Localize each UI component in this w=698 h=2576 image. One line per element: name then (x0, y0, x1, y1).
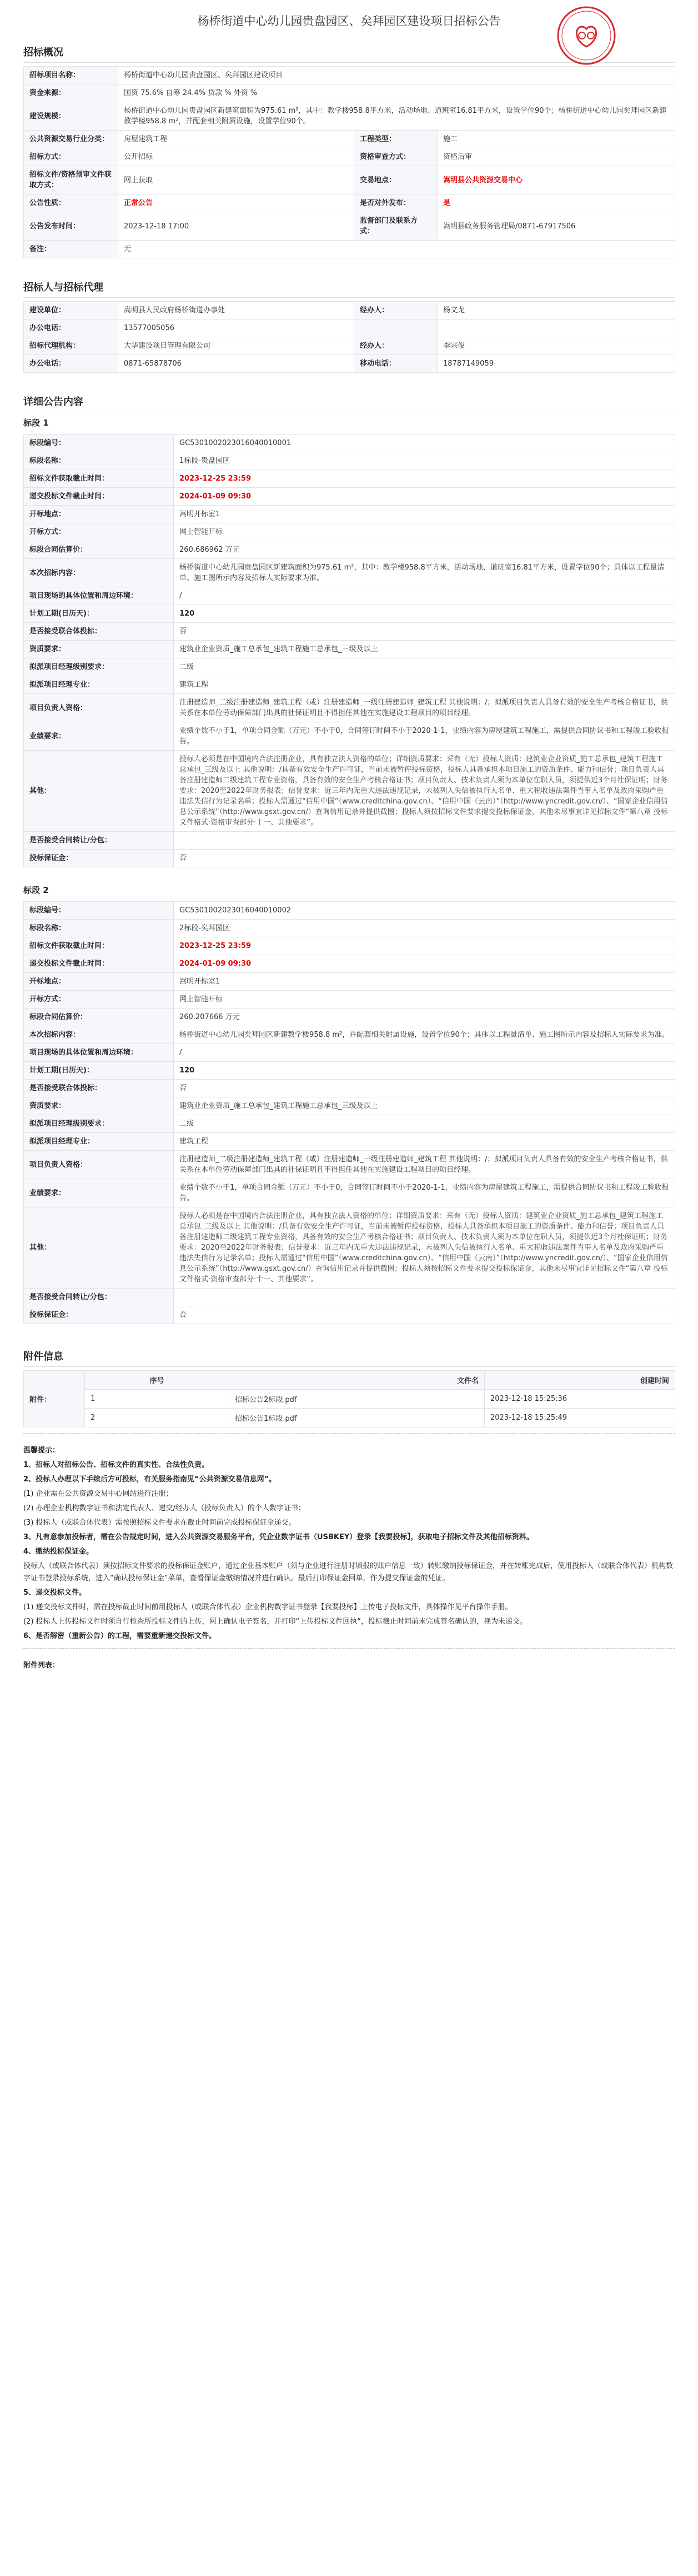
notice-line: 6、是否解密（重新公告）的工程，需要重新递交投标文件。 (23, 1632, 217, 1640)
field-label: 其他： (24, 1207, 174, 1289)
attachments-label: 附件： (24, 1371, 85, 1427)
lot-table (23, 434, 675, 867)
field-value: 是 (438, 194, 675, 212)
lot-row (24, 1062, 675, 1080)
field-value: 公开招标 (118, 148, 354, 166)
field-value: 120 (174, 1062, 675, 1080)
field-value: 注册建造师_二级注册建造师_建筑工程（或）注册建造师_一级注册建造师_建筑工程 其他说明：/；拟派项目负责人具备有效的安全生产考核合格证书，供关系在本单位劳动保障部门出具的社保证明且不得担任其他在实施建设工程项目的项目经理。 (174, 1151, 675, 1179)
lot-row (24, 641, 675, 658)
attachment-created: 2023-12-18 15:25:36 (485, 1390, 675, 1409)
field-label: 经办人： (354, 302, 438, 319)
field-label: 开标地点： (24, 506, 174, 523)
col-header-filename: 文件名 (229, 1371, 485, 1390)
field-value: 嵩明县人民政府杨桥街道办事处 (118, 302, 354, 319)
field-value: 资格后审 (438, 148, 675, 166)
field-label: 公共资源交易行业分类： (24, 131, 118, 148)
overview-row (24, 67, 675, 84)
overview-table (23, 66, 675, 258)
field-value: 嵩明开标室1 (174, 973, 675, 991)
field-label: 招标文件获取截止时间： (24, 937, 174, 955)
overview-heading: 招标概况 (23, 47, 63, 58)
attachment-no: 2 (85, 1409, 229, 1427)
notice-line: (1) 递交投标文件时，需在投标截止时间前用投标人（或联合体代表）企业机构数字证书登录【我要投标】上传电子投标文件，具体操作见平台操作手册。 (23, 1603, 513, 1611)
attachment-file-link[interactable]: 招标公告1标段.pdf (229, 1409, 485, 1427)
divider (23, 1648, 675, 1649)
attachments-table (23, 1370, 675, 1427)
field-value: 投标人必须是在中国境内合法注册企业，具有独立法人资格的单位；详细资质要求：采有（无）投标人资质：建筑业企业资质_施工总承包_建筑工程施工总承包_三级及以上 其他说明：/具备有效安全生产许可证，当前未被暂停投标资格，投标人具备承担本项目施工的资质条件、能力和信誉；项目负责人具备注册建造师二级建筑工程专业资格，具备有效的安全生产考核合格证书；项目负责人、技术负责人须为本单位在职人员，须提供近3个月社保证明；财务要求：2020至2022年财务报表；信誉要求：近三年内无重大违法违规记录，未被列入失信被执行人名单、重大税收违法案件当事人名单及政府采购严重违法失信行为记录名单；投标人需通过“信用中国”（www.creditchina.gov.cn）、“信用中国（云南）”（http://www.yncredit.gov.cn/）、“国家企业信用信息公示系统”（http://www.gsxt.gov.cn/）查询信用记录并提供截图；投标人须按招标文件要求提交投标保证金，其他未尽事宜详见招标文件“第八章 投标文件格式·资格审查部分·十一、其他要求”。 (174, 751, 675, 832)
field-label: 递交投标文件截止时间： (24, 955, 174, 973)
field-label: 本次招标内容： (24, 1026, 174, 1044)
divider (23, 297, 675, 298)
agency-row (24, 302, 675, 319)
field-value: 杨桥街道中心幼儿园贵盘园区、矣拜园区建设项目 (118, 67, 675, 84)
field-value: 260.207666 万元 (174, 1009, 675, 1026)
field-label: 投标保证金： (24, 1306, 174, 1324)
field-value: 无 (118, 241, 675, 258)
field-label: 移动电话： (354, 355, 438, 373)
field-label: 投标保证金： (24, 850, 174, 867)
field-value: 施工 (438, 131, 675, 148)
attachment-created: 2023-12-18 15:25:49 (485, 1409, 675, 1427)
field-label: 资金来源： (24, 84, 118, 102)
field-value: 网上获取 (118, 166, 354, 194)
field-value: 业绩个数不小于1，单项合同金额（万元）不小于0，合同签订时间不小于2020-1-1，业绩内容为房屋建筑工程施工，需提供合同协议书和工程竣工验收报告。 (174, 1179, 675, 1207)
field-label: 公告性质： (24, 194, 118, 212)
field-value: / (174, 1044, 675, 1062)
attachment-no: 1 (85, 1390, 229, 1409)
field-label: 是否对外发布： (354, 194, 438, 212)
lot-row (24, 605, 675, 623)
field-label: 办公电话： (24, 319, 118, 337)
agency-row (24, 355, 675, 373)
field-value: 2024-01-09 09:30 (174, 955, 675, 973)
field-value: 嵩明县政务服务管理局/0871-67917506 (438, 212, 675, 241)
field-value: 大华建设项目管理有限公司 (118, 337, 354, 355)
field-value: 杨桥街道中心幼儿园矣拜园区新建教学楼958.8 m²，并配套相关附属设施，设置学位90个；具体以工程量清单、施工图所示内容及招标人实际要求为准。 (174, 1026, 675, 1044)
field-value: 建筑工程 (174, 676, 675, 694)
overview-row (24, 148, 675, 166)
lot-row (24, 658, 675, 676)
overview-row (24, 212, 675, 241)
lot-row (24, 955, 675, 973)
overview-row (24, 166, 675, 194)
lot-row (24, 587, 675, 605)
lot-row (24, 991, 675, 1009)
field-label: 拟派项目经理级别要求： (24, 1115, 174, 1133)
notice-block (23, 1445, 675, 1643)
field-value: 18787149059 (438, 355, 675, 373)
field-label: 开标方式： (24, 991, 174, 1009)
lot-row (24, 676, 675, 694)
overview-row (24, 102, 675, 131)
field-label: 是否接受合同转让/分包： (24, 1289, 174, 1306)
field-value (174, 832, 675, 850)
field-value: 网上智能开标 (174, 523, 675, 541)
field-label: 标段名称： (24, 920, 174, 937)
lot-row (24, 694, 675, 722)
field-label: 标段编号： (24, 435, 174, 452)
detail-sections (0, 412, 698, 1324)
field-label: 拟派项目经理专业： (24, 1133, 174, 1151)
notice-line: (1) 企业需在公共资源交易中心网站进行注册； (23, 1490, 173, 1498)
field-value: 建筑业企业资质_施工总承包_建筑工程施工总承包_三级及以上 (174, 641, 675, 658)
field-label: 标段合同估算价： (24, 541, 174, 559)
notice-line: 5、递交投标文件。 (23, 1589, 87, 1597)
lot-row (24, 1289, 675, 1306)
field-value: 建筑工程 (174, 1133, 675, 1151)
lot-row (24, 722, 675, 751)
field-label: 公告发布时间： (24, 212, 118, 241)
field-value: GC5301002023016040010001 (174, 435, 675, 452)
field-value: 建筑业企业资质_施工总承包_建筑工程施工总承包_三级及以上 (174, 1097, 675, 1115)
field-value: 二级 (174, 1115, 675, 1133)
field-value (438, 319, 675, 337)
field-label: 开标地点： (24, 973, 174, 991)
field-label: 招标项目名称： (24, 67, 118, 84)
lot-row (24, 523, 675, 541)
field-label: 资格审查方式： (354, 148, 438, 166)
notice-heading: 温馨提示： (23, 1446, 60, 1455)
lot-row (24, 452, 675, 470)
official-seal (555, 4, 617, 67)
field-label: 资质要求： (24, 1097, 174, 1115)
lot-row (24, 1151, 675, 1179)
field-value: GC5301002023016040010002 (174, 902, 675, 920)
lot-row (24, 1097, 675, 1115)
field-value: 嵩明开标室1 (174, 506, 675, 523)
agency-row (24, 319, 675, 337)
attachment-row[interactable] (24, 1390, 675, 1409)
field-label: 监督部门及联系方式： (354, 212, 438, 241)
field-label: 其他： (24, 751, 174, 832)
attachment-list-label: 附件列表： (23, 1661, 60, 1670)
notice-footer (23, 1660, 675, 1672)
field-value: 13577005056 (118, 319, 354, 337)
field-value: 0871-65878706 (118, 355, 354, 373)
lot-row (24, 1009, 675, 1026)
overview-row (24, 194, 675, 212)
divider (23, 1433, 675, 1434)
field-value: 否 (174, 1080, 675, 1097)
col-header-no: 序号 (85, 1371, 229, 1390)
field-label: 标段编号： (24, 902, 174, 920)
overview-row (24, 84, 675, 102)
lot-row (24, 920, 675, 937)
field-value: 杨桥街道中心幼儿园贵盘园区新建筑面积为975.61 m²，其中：教学楼958.8平方米，活动场地、道班室16.81平方米，设置学位90个；杨桥街道中心幼儿园矣拜园区新建教学楼958.8 m²，并配套相关附属设施，设置学位90个。 (118, 102, 675, 131)
field-value: 120 (174, 605, 675, 623)
field-value: 李宗俊 (438, 337, 675, 355)
lot-row (24, 973, 675, 991)
field-label: 开标方式： (24, 523, 174, 541)
field-value: 2023-12-25 23:59 (174, 937, 675, 955)
field-label: 计划工期(日历天)： (24, 1062, 174, 1080)
lot-row (24, 1207, 675, 1289)
agency-table (23, 301, 675, 373)
field-label: 招标文件/资格预审文件获取方式： (24, 166, 118, 194)
attachments-heading: 附件信息 (23, 1351, 63, 1362)
page-title: 杨桥街道中心幼儿园贵盘园区、矣拜园区建设项目招标公告 (197, 14, 501, 28)
field-label: 招标文件获取截止时间： (24, 470, 174, 488)
lot-heading: 标段 1 (23, 418, 49, 428)
divider (23, 1366, 675, 1367)
agency-heading: 招标人与招标代理 (23, 282, 103, 293)
field-value: 1标段-贵盘园区 (174, 452, 675, 470)
field-label: 项目现场的具体位置和周边环境： (24, 587, 174, 605)
field-value: 注册建造师_二级注册建造师_建筑工程（或）注册建造师_一级注册建造师_建筑工程 其他说明：/；拟派项目负责人具备有效的安全生产考核合格证书，供关系在本单位劳动保障部门出具的社保证明且不得担任其他在实施建设工程项目的项目经理。 (174, 694, 675, 722)
field-value: 国资 75.6% 自筹 24.4% 贷款 % 外资 % (118, 84, 675, 102)
field-value: 260.686962 万元 (174, 541, 675, 559)
notice-line: 2、投标人办理以下手续后方可投标，有关服务指南见“公共资源交易信息网”。 (23, 1475, 277, 1484)
notice-line: 3、凡有意参加投标者，需在公告规定时间，进入公共资源交易服务平台，凭企业数字证书（USBKEY）登录【我要投标】，获取电子招标文件及其他招标资料。 (23, 1533, 534, 1541)
field-value: 2023-12-25 23:59 (174, 470, 675, 488)
lot-row (24, 559, 675, 587)
field-label: 工程类型： (354, 131, 438, 148)
field-label: 建设规模： (24, 102, 118, 131)
field-value: 否 (174, 850, 675, 867)
field-value: 2标段-矣拜园区 (174, 920, 675, 937)
field-label: 是否接受联合体投标： (24, 623, 174, 641)
field-value: 杨文龙 (438, 302, 675, 319)
field-value: 嵩明县公共资源交易中心 (438, 166, 675, 194)
col-header-created: 创建时间 (485, 1371, 675, 1390)
overview-row (24, 131, 675, 148)
field-label: 资质要求： (24, 641, 174, 658)
lot-row (24, 850, 675, 867)
notice-line: (2) 投标人上传投标文件时须自行检查所投标文件的上传，网上确认电子签名，并打印“上传投标文件回执”，投标截止时间前未完成签名确认的，视为未递交。 (23, 1618, 528, 1626)
field-value: 否 (174, 623, 675, 641)
notice-line: (2) 办理企业机构数字证书和法定代表人、递交/经办人（投标负责人）的个人数字证书； (23, 1504, 305, 1512)
lot-row (24, 488, 675, 506)
field-value: 网上智能开标 (174, 991, 675, 1009)
field-value: 投标人必须是在中国境内合法注册企业，具有独立法人资格的单位；详细资质要求：采有（无）投标人资质：建筑业企业资质_施工总承包_建筑工程施工总承包_三级及以上 其他说明：/具备有效安全生产许可证，当前未被暂停投标资格，投标人具备承担本项目施工的资质条件、能力和信誉；项目负责人具备注册建造师二级建筑工程专业资格，具备有效的安全生产考核合格证书；项目负责人、技术负责人须为本单位在职人员，须提供近3个月社保证明；财务要求：2020至2022年财务报表；信誉要求：近三年内无重大违法违规记录，未被列入失信被执行人名单、重大税收违法案件当事人名单及政府采购严重违法失信行为记录名单；投标人需通过“信用中国”（www.creditchina.gov.cn）、“信用中国（云南）”（http://www.yncredit.gov.cn/）、“国家企业信用信息公示系统”（http://www.gsxt.gov.cn/）查询信用记录并提供截图；投标人须按招标文件要求提交投标保证金，其他未尽事宜详见招标文件“第八章 投标文件格式·资格审查部分·十一、其他要求”。 (174, 1207, 675, 1289)
attachment-file-link[interactable]: 招标公告2标段.pdf (229, 1390, 485, 1409)
field-label: 经办人： (354, 337, 438, 355)
attachment-row[interactable] (24, 1409, 675, 1427)
field-value: / (174, 587, 675, 605)
field-value: 杨桥街道中心幼儿园贵盘园区新建筑面积为975.61 m²，其中：教学楼958.8平方米，活动场地、道班室16.81平方米，设置学位90个；具体以工程量清单、施工图所示内容及招标人实际要求为准。 (174, 559, 675, 587)
field-value: 正常公告 (118, 194, 354, 212)
field-label: 拟派项目经理专业： (24, 676, 174, 694)
field-label: 招标方式： (24, 148, 118, 166)
field-label: 递交投标文件截止时间： (24, 488, 174, 506)
field-label: 交易地点： (354, 166, 438, 194)
field-value: 房屋建筑工程 (118, 131, 354, 148)
field-label: 拟派项目经理级别要求： (24, 658, 174, 676)
notice-line: (3) 投标人（或联合体代表）需按照招标文件要求在截止时间前完成投标保证金递交。 (23, 1519, 296, 1527)
attachments-header-row (24, 1371, 675, 1390)
lot-row (24, 751, 675, 832)
detail-heading: 详细公告内容 (23, 396, 83, 408)
field-label: 招标代理机构： (24, 337, 118, 355)
agency-row (24, 337, 675, 355)
field-value: 二级 (174, 658, 675, 676)
field-value: 2023-12-18 17:00 (118, 212, 354, 241)
lot-row (24, 902, 675, 920)
field-value: 业绩个数不小于1，单项合同金额（万元）不小于0，合同签订时间不小于2020-1-1，业绩内容为房屋建筑工程施工，需提供合同协议书和工程竣工验收报告。 (174, 722, 675, 751)
field-value: 否 (174, 1306, 675, 1324)
lot-row (24, 435, 675, 452)
lot-row (24, 1044, 675, 1062)
lot-row (24, 832, 675, 850)
field-label: 办公电话： (24, 355, 118, 373)
lot-row (24, 1306, 675, 1324)
notice-line: 投标人（或联合体代表）须按招标文件要求的投标保证金账户，通过企业基本账户（须与企业进行注册时填报的账户信息一致）转账缴纳投标保证金，并在转账完成后，使用投标人（或联合体代表）机构数字证书登录投标系统，进入“确认投标保证金”菜单，查看保证金缴纳情况并进行确认。最后打印保证金回单，作为提交保证金的凭证。 (23, 1562, 674, 1582)
field-label: 业绩要求： (24, 1179, 174, 1207)
field-label (354, 319, 438, 337)
lot-row (24, 541, 675, 559)
lot-row (24, 1026, 675, 1044)
field-label: 是否接受联合体投标： (24, 1080, 174, 1097)
lot-row (24, 1080, 675, 1097)
lot-row (24, 1133, 675, 1151)
field-label: 建设单位： (24, 302, 118, 319)
field-label: 标段合同估算价： (24, 1009, 174, 1026)
lot-heading: 标段 2 (23, 885, 49, 895)
field-label: 是否接受合同转让/分包： (24, 832, 174, 850)
overview-row (24, 241, 675, 258)
lot-row (24, 1115, 675, 1133)
field-label: 本次招标内容： (24, 559, 174, 587)
field-label: 备注： (24, 241, 118, 258)
field-value: 2024-01-09 09:30 (174, 488, 675, 506)
title-bar (0, 0, 698, 39)
field-label: 标段名称： (24, 452, 174, 470)
field-label: 项目负责人资格： (24, 694, 174, 722)
field-label: 业绩要求： (24, 722, 174, 751)
notice-line: 1、招标人对招标公告、招标文件的真实性、合法性负责。 (23, 1461, 209, 1469)
field-label: 项目现场的具体位置和周边环境： (24, 1044, 174, 1062)
lot-row (24, 623, 675, 641)
lot-row (24, 470, 675, 488)
notice-line: 4、缴纳投标保证金。 (23, 1547, 94, 1556)
field-value (174, 1289, 675, 1306)
field-label: 项目负责人资格： (24, 1151, 174, 1179)
lot-row (24, 1179, 675, 1207)
lot-row (24, 506, 675, 523)
field-label: 计划工期(日历天)： (24, 605, 174, 623)
lot-row (24, 937, 675, 955)
lot-table (23, 901, 675, 1324)
